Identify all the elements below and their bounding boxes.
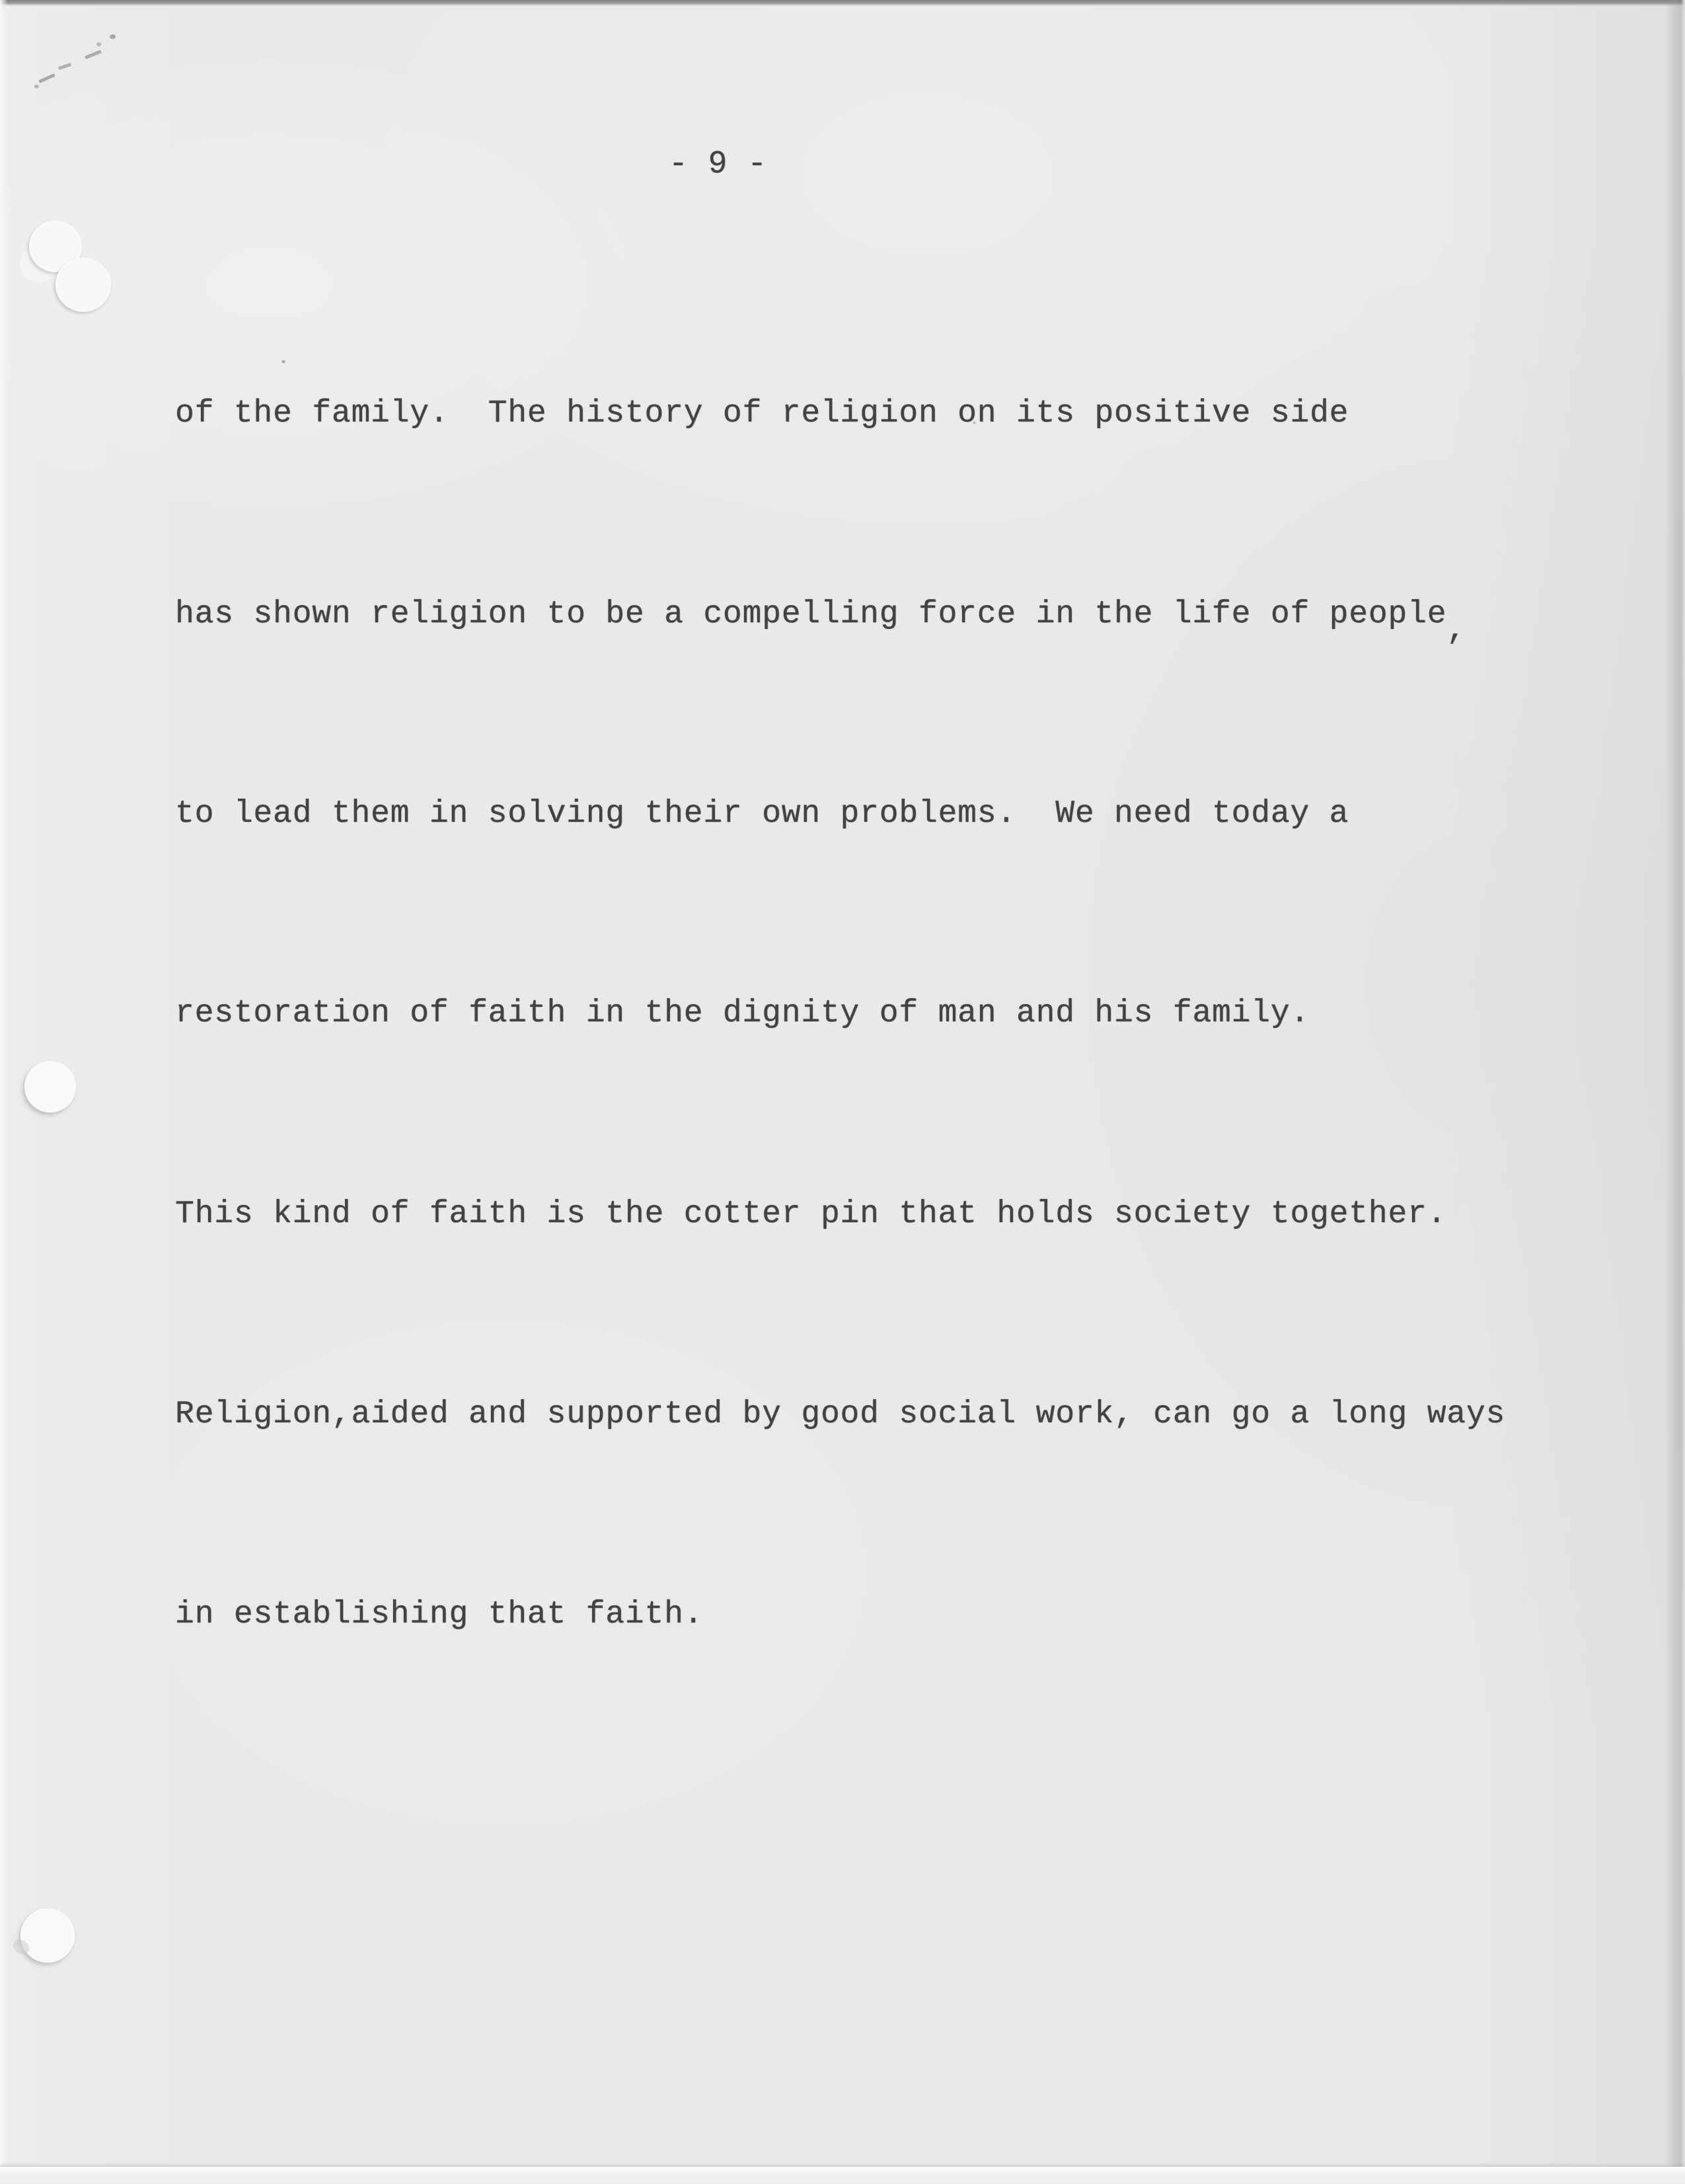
typed-paragraph [175, 247, 1505, 1782]
page-number: - 9 - [669, 147, 768, 182]
typed-line: of the family. The history of religion on its positive side [175, 396, 1349, 431]
paper-edge-shadow-right [1665, 0, 1685, 2184]
torn-paper-blob [56, 258, 111, 312]
punch-hole-bottom [20, 1909, 75, 1963]
scribble-mark [85, 50, 102, 59]
paper-edge-bottom [0, 2167, 1685, 2184]
scanner-edge-top [0, 0, 1685, 6]
punch-hole-middle [24, 1061, 76, 1112]
dropped-comma: , [1446, 612, 1466, 648]
scribble-mark [110, 34, 116, 39]
scribble-mark [96, 42, 101, 46]
scribble-mark [38, 73, 56, 83]
scanner-edge-left [0, 0, 8, 2184]
typed-line: to lead them in solving their own problems. We need today a [175, 796, 1349, 832]
typed-line [175, 581, 1505, 648]
typed-line-text: has shown religion to be a compelling force in the life of people [175, 597, 1447, 632]
typed-line: restoration of faith in the dignity of man and his family. [175, 996, 1310, 1031]
typed-line: Religion,aided and supported by good social work, can go a long ways [175, 1397, 1506, 1432]
typed-line: in establishing that faith. [175, 1597, 704, 1632]
typed-line: This kind of faith is the cotter pin that holds society together. [175, 1196, 1447, 1232]
scribble-mark [34, 85, 39, 89]
scribble-mark [58, 63, 72, 70]
